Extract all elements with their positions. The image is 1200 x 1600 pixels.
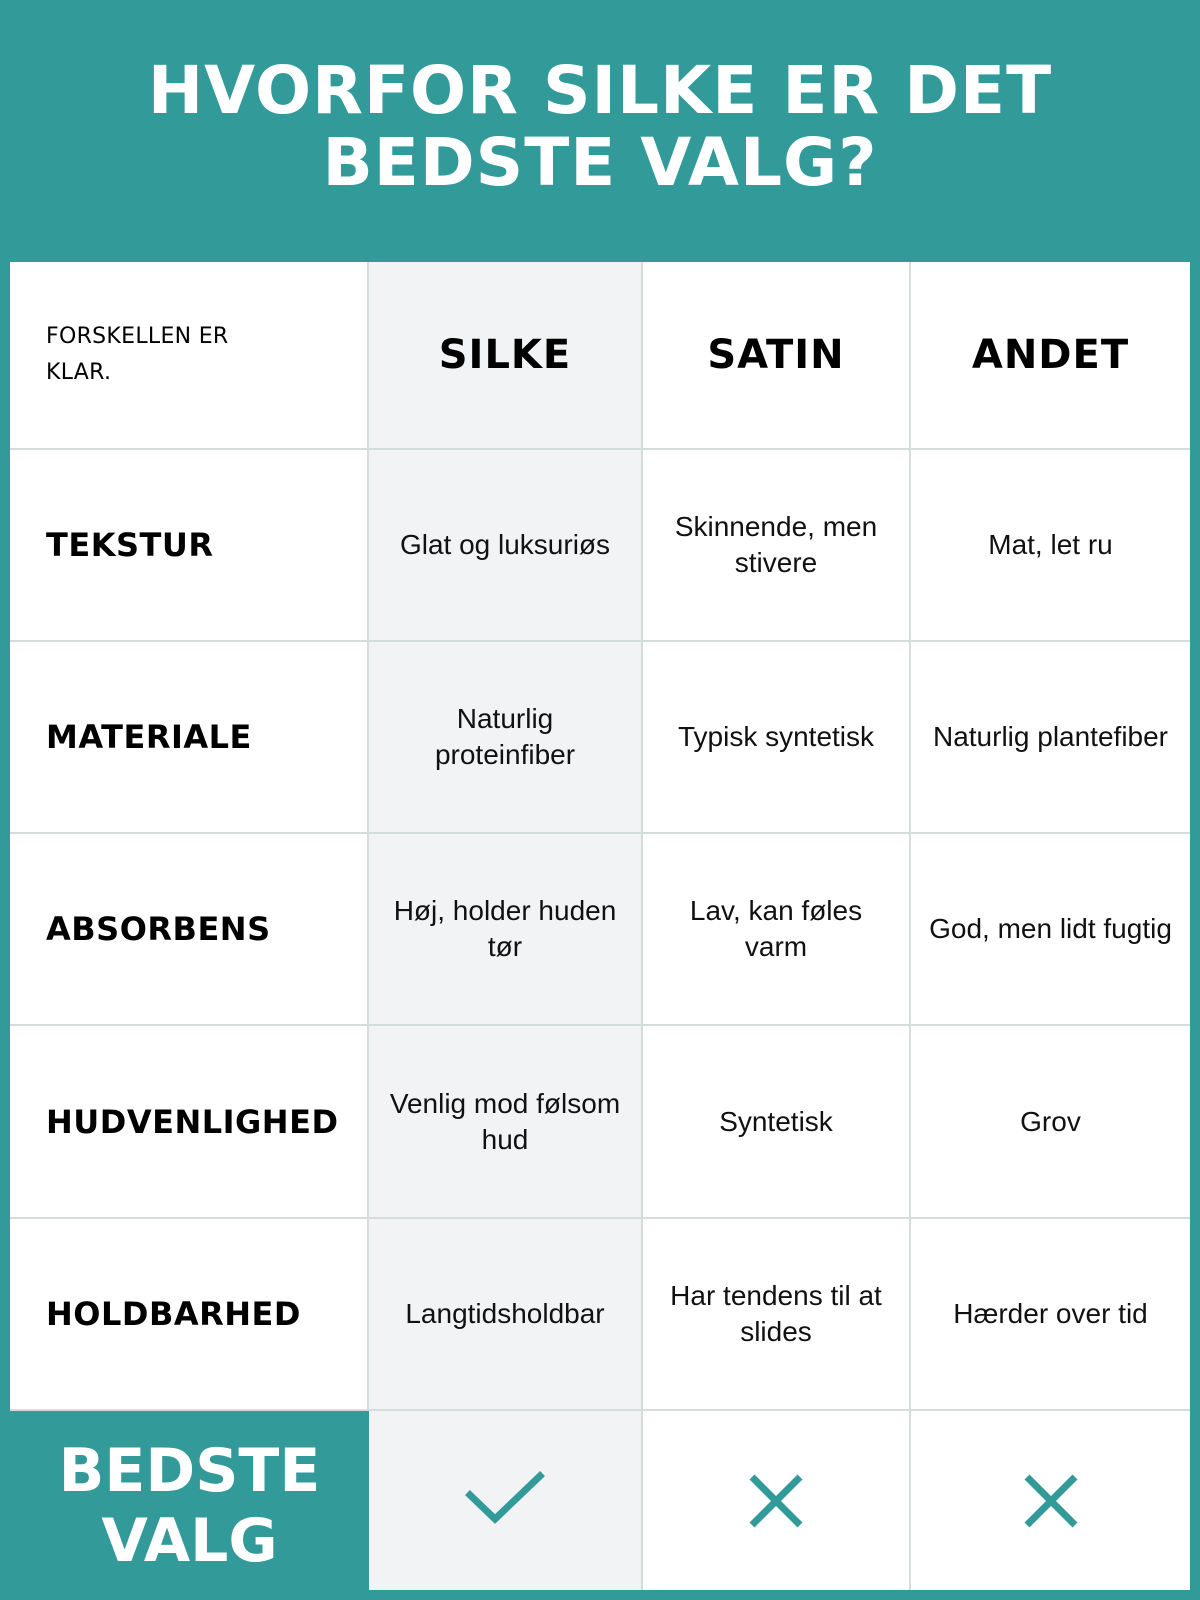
cell-materiale-silke: Naturlig proteinfiber: [369, 642, 643, 834]
corner-caption-line-2: KLAR.: [46, 360, 112, 385]
cell-hudvenlighed-satin: Syntetisk: [643, 1026, 911, 1219]
cell-tekstur-silke: Glat og luksuriøs: [369, 450, 643, 642]
corner-caption-line-1: FORSKELLEN ER: [46, 324, 229, 349]
title-line-1: HVORFOR SILKE ER DET: [147, 52, 1053, 129]
x-icon: [1023, 1473, 1079, 1529]
cell-tekstur-satin: Skinnende, men stivere: [643, 450, 911, 642]
column-header-andet: ANDET: [911, 262, 1190, 450]
cell-absorbens-satin: Lav, kan føles varm: [643, 834, 911, 1026]
cell-materiale-andet: Naturlig plantefiber: [911, 642, 1190, 834]
cell-hudvenlighed-silke: Venlig mod følsom hud: [369, 1026, 643, 1219]
best-choice-andet: [911, 1411, 1190, 1590]
cell-hudvenlighed-andet: Grov: [911, 1026, 1190, 1219]
best-choice-satin: [643, 1411, 911, 1590]
table-corner-caption: [10, 262, 369, 450]
check-icon: [465, 1471, 545, 1531]
best-choice-silke: [369, 1411, 643, 1590]
row-label-materiale: MATERIALE: [10, 642, 369, 834]
cell-holdbarhed-satin: Har tendens til at slides: [643, 1219, 911, 1411]
cell-absorbens-andet: God, men lidt fugtig: [911, 834, 1190, 1026]
cell-tekstur-andet: Mat, let ru: [911, 450, 1190, 642]
row-label-absorbens: ABSORBENS: [10, 834, 369, 1026]
row-label-tekstur: TEKSTUR: [10, 450, 369, 642]
cell-absorbens-silke: Høj, holder huden tør: [369, 834, 643, 1026]
cell-materiale-satin: Typisk syntetisk: [643, 642, 911, 834]
comparison-table: [10, 262, 1190, 1590]
x-icon: [748, 1473, 804, 1529]
cell-holdbarhed-silke: Langtidsholdbar: [369, 1219, 643, 1411]
best-choice-label-line-1: BEDSTE: [58, 1435, 321, 1506]
cell-holdbarhed-andet: Hærder over tid: [911, 1219, 1190, 1411]
column-header-silke: SILKE: [369, 262, 643, 450]
row-label-holdbarhed: HOLDBARHED: [10, 1219, 369, 1411]
row-label-hudvenlighed: HUDVENLIGHED: [10, 1026, 369, 1219]
best-choice-label: [10, 1411, 369, 1590]
column-header-satin: SATIN: [643, 262, 911, 450]
best-choice-label-line-2: VALG: [101, 1505, 278, 1576]
title-line-2: BEDSTE VALG?: [322, 124, 878, 201]
page-title: [0, 52, 1200, 201]
